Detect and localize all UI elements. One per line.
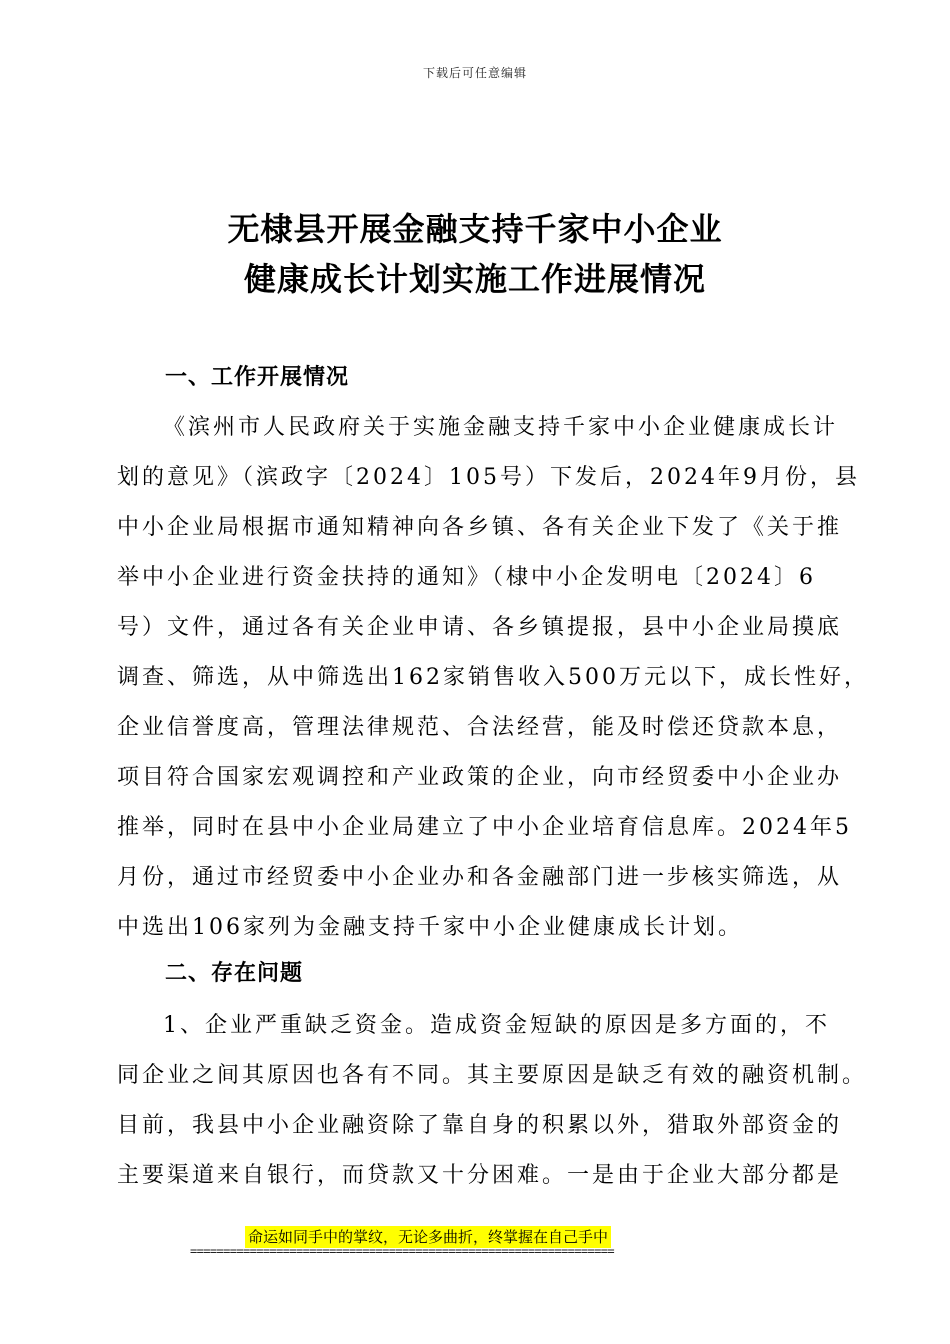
- section-heading-work-progress: 一、工作开展情况: [165, 365, 350, 390]
- paragraph-line: 月份，通过市经贸委中小企业办和各金融部门进一步核实筛选，从: [117, 865, 843, 890]
- footer-divider: ================================================================: [190, 1244, 614, 1258]
- paragraph-line: 举中小企业进行资金扶持的通知》（棣中小企发明电〔2024〕6: [117, 565, 816, 590]
- paragraph-line: 主要渠道来自银行，而贷款又十分困难。一是由于企业大部分都是: [117, 1163, 843, 1188]
- paragraph-line: 企业信誉度高，管理法律规范、合法经营，能及时偿还贷款本息，: [117, 715, 843, 740]
- paragraph-line: 中选出106家列为金融支持千家中小企业健康成长计划。: [117, 915, 743, 940]
- paragraph-line: 同企业之间其原因也各有不同。其主要原因是缺乏有效的融资机制。: [117, 1063, 868, 1088]
- paragraph-line: 号）文件，通过各有关企业申请、各乡镇提报，县中小企业局摸底: [117, 615, 843, 640]
- paragraph-line: 划的意见》（滨政字〔2024〕105号）下发后，2024年9月份，县: [117, 465, 860, 490]
- paragraph-line: 调查、筛选，从中筛选出162家销售收入500万元以下，成长性好，: [117, 665, 869, 690]
- document-title-line-2: 健康成长计划实施工作进展情况: [243, 260, 706, 298]
- paragraph-line: 推举，同时在县中小企业局建立了中小企业培育信息库。2024年5: [117, 815, 852, 840]
- document-title-line-1: 无棣县开展金融支持千家中小企业: [227, 210, 723, 248]
- section-heading-problems: 二、存在问题: [165, 961, 304, 986]
- paragraph-line: 中小企业局根据市通知精神向各乡镇、各有关企业下发了《关于推: [117, 515, 843, 540]
- paragraph-line: 目前，我县中小企业融资除了靠自身的积累以外，猎取外部资金的: [117, 1113, 843, 1138]
- paragraph-line: 1、企业严重缺乏资金。造成资金短缺的原因是多方面的，不: [163, 1013, 830, 1038]
- paragraph-line: 《滨州市人民政府关于实施金融支持千家中小企业健康成长计: [163, 415, 839, 440]
- paragraph-line: 项目符合国家宏观调控和产业政策的企业，向市经贸委中小企业办: [117, 765, 843, 790]
- footer-motto: 命运如同手中的掌纹，无论多曲折，终掌握在自己手中: [245, 1226, 611, 1248]
- header-note: 下载后可任意编辑: [422, 66, 527, 80]
